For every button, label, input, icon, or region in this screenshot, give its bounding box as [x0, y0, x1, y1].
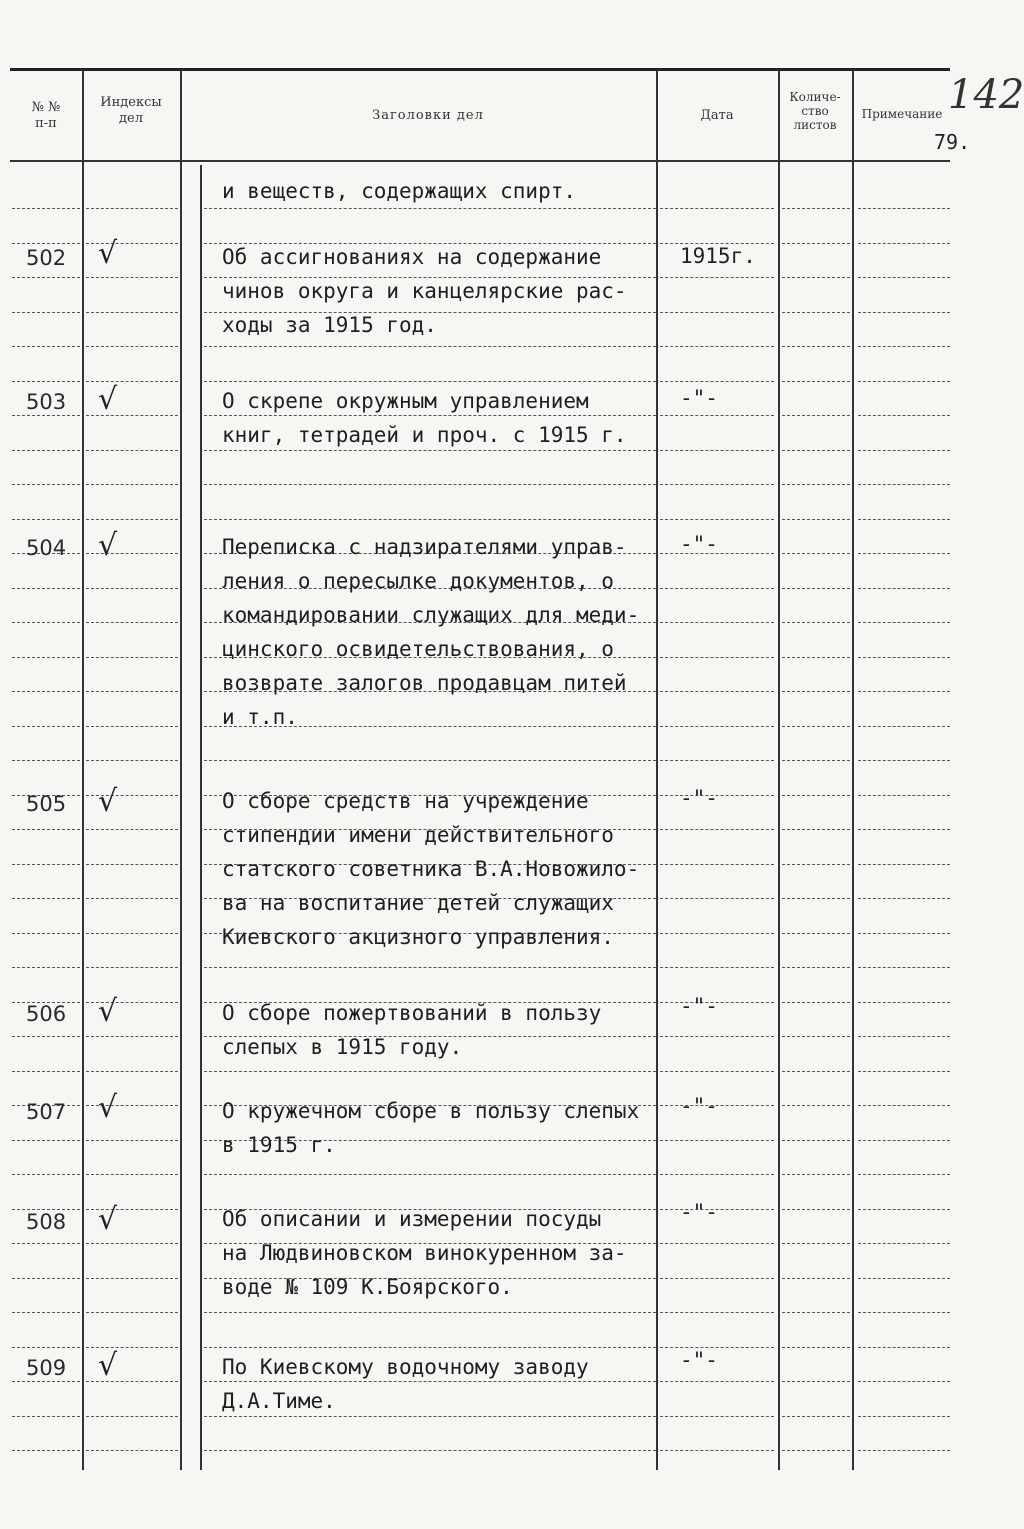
ruled-line	[12, 1036, 80, 1038]
ruled-line	[858, 346, 950, 348]
ruled-line	[12, 898, 80, 900]
ruled-line	[782, 519, 850, 521]
ruled-line	[660, 1381, 774, 1383]
ruled-line	[86, 1278, 178, 1280]
ruled-line	[12, 277, 80, 279]
ruled-line	[204, 381, 656, 383]
ruled-line	[782, 1071, 850, 1073]
ruled-line	[660, 829, 774, 831]
column-divider	[200, 165, 202, 1470]
ruled-line	[858, 519, 950, 521]
ruled-line	[660, 691, 774, 693]
ruled-line	[858, 553, 950, 555]
checkmark-icon: √	[98, 528, 118, 563]
ruled-line	[660, 1174, 774, 1176]
ruled-line	[12, 1243, 80, 1245]
ruled-line	[12, 1416, 80, 1418]
ruled-line	[782, 829, 850, 831]
ruled-line	[86, 933, 178, 935]
ruled-line	[86, 760, 178, 762]
entry-number: 503	[26, 390, 67, 414]
ruled-line	[204, 346, 656, 348]
ruled-line	[660, 450, 774, 452]
entry-title: Переписка с надзирателями управ- ления о пересылке документов, о командировании служащих для меди- цинского освидетельствования, о возврате залогов продавцам питей и т.п.	[222, 535, 640, 729]
ruled-line	[660, 588, 774, 590]
ruled-line	[12, 864, 80, 866]
ruled-line	[782, 1036, 850, 1038]
ruled-line	[782, 243, 850, 245]
entry-title: О сборе средств на учреждение стипендии имени действительного статского советника В.А.Новожило- ва на воспитание детей служащих Киевского акцизного управления.	[222, 789, 640, 949]
ruled-line	[86, 484, 178, 486]
ruled-line	[12, 1278, 80, 1280]
ruled-line	[204, 519, 656, 521]
ruled-line	[86, 691, 178, 693]
entry-number: 502	[26, 246, 67, 270]
ruled-line	[782, 1140, 850, 1142]
ruled-line	[782, 795, 850, 797]
entry-number: 509	[26, 1356, 67, 1380]
ruled-line	[782, 1416, 850, 1418]
column-divider	[852, 70, 854, 1470]
entry-title: По Киевскому водочному заводу Д.А.Тиме.	[222, 1355, 589, 1413]
ruled-line	[660, 1312, 774, 1314]
ruled-line	[782, 622, 850, 624]
ruled-line	[86, 864, 178, 866]
ruled-line	[86, 1243, 178, 1245]
ruled-line	[660, 1071, 774, 1073]
ruled-line	[12, 415, 80, 417]
entry-date: -"-	[680, 1200, 718, 1224]
ruled-line	[782, 1381, 850, 1383]
ruled-line	[858, 1036, 950, 1038]
ruled-line	[782, 1243, 850, 1245]
ruled-line	[660, 1036, 774, 1038]
ruled-line	[86, 726, 178, 728]
ruled-line	[660, 484, 774, 486]
ruled-line	[660, 1140, 774, 1142]
ruled-line	[86, 519, 178, 521]
ruled-line	[86, 208, 178, 210]
ruled-line	[204, 208, 656, 210]
entry-number: 505	[26, 792, 67, 816]
entry-title: О кружечном сборе в пользу слепых в 1915 г.	[222, 1099, 640, 1157]
ruled-line	[782, 1174, 850, 1176]
ruled-line	[858, 208, 950, 210]
ruled-line	[782, 967, 850, 969]
ruled-line	[782, 588, 850, 590]
ruled-line	[660, 726, 774, 728]
ruled-line	[660, 864, 774, 866]
entry-number: 506	[26, 1002, 67, 1026]
ruled-line	[782, 1312, 850, 1314]
ruled-line	[86, 277, 178, 279]
entry-date: -"-	[680, 1348, 718, 1372]
column-divider	[82, 70, 84, 1470]
ruled-line	[782, 760, 850, 762]
ruled-line	[204, 1071, 656, 1073]
column-divider	[180, 70, 182, 1470]
entry-title: Об ассигнованиях на содержание чинов округа и канцелярские рас- ходы за 1915 год.	[222, 245, 627, 337]
ruled-line	[12, 346, 80, 348]
ruled-line	[86, 829, 178, 831]
ruled-line	[858, 1002, 950, 1004]
ruled-line	[204, 1174, 656, 1176]
ruled-line	[204, 967, 656, 969]
ruled-line	[858, 1243, 950, 1245]
ruled-line	[858, 1105, 950, 1107]
ruled-line	[858, 1140, 950, 1142]
ruled-line	[782, 277, 850, 279]
ruled-line	[12, 1071, 80, 1073]
ruled-line	[660, 933, 774, 935]
ruled-line	[858, 760, 950, 762]
ruled-line	[782, 691, 850, 693]
ruled-line	[858, 829, 950, 831]
ruled-line	[660, 760, 774, 762]
ruled-line	[12, 1140, 80, 1142]
ruled-line	[12, 1312, 80, 1314]
checkmark-icon: √	[98, 1202, 118, 1237]
ruled-line	[12, 208, 80, 210]
ruled-line	[12, 1347, 80, 1349]
ruled-line	[86, 967, 178, 969]
ruled-line	[12, 1450, 80, 1452]
entry-title: О скрепе окружным управлением книг, тетрадей и проч. с 1915 г.	[222, 389, 627, 447]
ruled-line	[86, 1140, 178, 1142]
ruled-line	[782, 657, 850, 659]
ruled-line	[12, 691, 80, 693]
entry-date: -"-	[680, 532, 718, 556]
ruled-line	[858, 657, 950, 659]
ruled-line	[12, 967, 80, 969]
ruled-line	[782, 1209, 850, 1211]
ruled-line	[86, 588, 178, 590]
ruled-line	[12, 312, 80, 314]
ruled-line	[782, 1105, 850, 1107]
ruled-line	[660, 277, 774, 279]
checkmark-icon: √	[98, 382, 118, 417]
checkmark-icon: √	[98, 236, 118, 271]
ruled-line	[858, 1209, 950, 1211]
page-number: 79.	[934, 130, 971, 154]
ruled-line	[12, 829, 80, 831]
ruled-line	[660, 519, 774, 521]
ruled-line	[782, 553, 850, 555]
archive-number: 142	[948, 72, 1024, 118]
ruled-line	[204, 1347, 656, 1349]
column-divider	[656, 70, 658, 1470]
ruled-line	[86, 450, 178, 452]
entry-number: 508	[26, 1210, 67, 1234]
ruled-line	[12, 1174, 80, 1176]
ruled-line	[86, 1450, 178, 1452]
header-note: Примечание	[861, 107, 943, 121]
ruled-line	[660, 1450, 774, 1452]
ruled-line	[858, 243, 950, 245]
ruled-line	[782, 726, 850, 728]
ruled-line	[12, 243, 80, 245]
ruled-line	[86, 1036, 178, 1038]
ruled-line	[660, 346, 774, 348]
entry-title: и веществ, содержащих спирт.	[222, 179, 577, 203]
ruled-line	[12, 657, 80, 659]
ruled-line	[660, 208, 774, 210]
ruled-line	[858, 933, 950, 935]
ruled-line	[86, 1071, 178, 1073]
ruled-line	[858, 312, 950, 314]
ruled-line	[86, 898, 178, 900]
ruled-line	[858, 726, 950, 728]
header-title: Заголовки дел	[372, 108, 484, 123]
ruled-line	[12, 381, 80, 383]
ruled-line	[12, 588, 80, 590]
ruled-line	[858, 415, 950, 417]
ruled-line	[782, 1347, 850, 1349]
ruled-line	[782, 381, 850, 383]
header-index: Индексы дел	[100, 95, 162, 126]
entry-date: -"-	[680, 786, 718, 810]
ruled-line	[858, 898, 950, 900]
ruled-line	[858, 1312, 950, 1314]
ruled-line	[12, 726, 80, 728]
ruled-line	[858, 484, 950, 486]
checkmark-icon: √	[98, 784, 118, 819]
ruled-line	[858, 1450, 950, 1452]
ruled-line	[204, 484, 656, 486]
entry-number: 504	[26, 536, 67, 560]
ruled-line	[858, 1278, 950, 1280]
ruled-line	[858, 864, 950, 866]
header-bottom-border	[10, 160, 950, 162]
entry-date: -"-	[680, 1094, 718, 1118]
ruled-line	[782, 484, 850, 486]
ruled-line	[86, 622, 178, 624]
ruled-line	[858, 622, 950, 624]
ruled-line	[204, 1450, 656, 1452]
checkmark-icon: √	[98, 994, 118, 1029]
ruled-line	[858, 1174, 950, 1176]
ruled-line	[12, 933, 80, 935]
entry-title: Об описании и измерении посуды на Людвиновском винокуренном за- воде № 109 К.Боярского.	[222, 1207, 627, 1299]
ruled-line	[782, 312, 850, 314]
ruled-line	[858, 450, 950, 452]
ruled-line	[86, 312, 178, 314]
ruled-line	[782, 450, 850, 452]
checkmark-icon: √	[98, 1090, 118, 1125]
ruled-line	[782, 1278, 850, 1280]
ruled-line	[782, 1002, 850, 1004]
ruled-line	[12, 484, 80, 486]
ruled-line	[86, 657, 178, 659]
ruled-line	[660, 312, 774, 314]
ruled-line	[782, 415, 850, 417]
ruled-line	[86, 346, 178, 348]
ruled-line	[660, 415, 774, 417]
checkmark-icon: √	[98, 1348, 118, 1383]
ruled-line	[858, 795, 950, 797]
ruled-line	[660, 1278, 774, 1280]
ruled-line	[858, 691, 950, 693]
table-top-border	[10, 68, 950, 71]
entry-date: -"-	[680, 386, 718, 410]
ruled-line	[86, 1312, 178, 1314]
ruled-line	[660, 657, 774, 659]
ruled-line	[86, 1174, 178, 1176]
entry-date: 1915г.	[680, 244, 756, 268]
ruled-line	[858, 277, 950, 279]
ruled-line	[782, 933, 850, 935]
ruled-line	[782, 864, 850, 866]
ruled-line	[660, 622, 774, 624]
ruled-line	[12, 450, 80, 452]
ruled-line	[858, 381, 950, 383]
ruled-line	[86, 1416, 178, 1418]
ruled-line	[12, 519, 80, 521]
ruled-line	[12, 622, 80, 624]
ruled-line	[858, 1381, 950, 1383]
ruled-line	[660, 381, 774, 383]
ruled-line	[858, 588, 950, 590]
entry-number: 507	[26, 1100, 67, 1124]
ruled-line	[204, 760, 656, 762]
ruled-line	[660, 967, 774, 969]
header-date: Дата	[700, 108, 734, 123]
ruled-line	[858, 1416, 950, 1418]
ruled-line	[858, 967, 950, 969]
ruled-line	[660, 898, 774, 900]
ruled-line	[782, 208, 850, 210]
ruled-line	[782, 346, 850, 348]
ruled-line	[660, 1416, 774, 1418]
entry-title: О сборе пожертвований в пользу слепых в 1915 году.	[222, 1001, 602, 1059]
header-sheets: Количе- ство листов	[789, 90, 841, 132]
ruled-line	[858, 1347, 950, 1349]
header-number: № № п-п	[31, 100, 61, 131]
ruled-line	[12, 1381, 80, 1383]
entry-date: -"-	[680, 994, 718, 1018]
ruled-line	[204, 1312, 656, 1314]
ruled-line	[12, 760, 80, 762]
ruled-line	[782, 1450, 850, 1452]
ruled-line	[858, 1071, 950, 1073]
ruled-line	[660, 1243, 774, 1245]
column-divider	[778, 70, 780, 1470]
ruled-line	[782, 898, 850, 900]
